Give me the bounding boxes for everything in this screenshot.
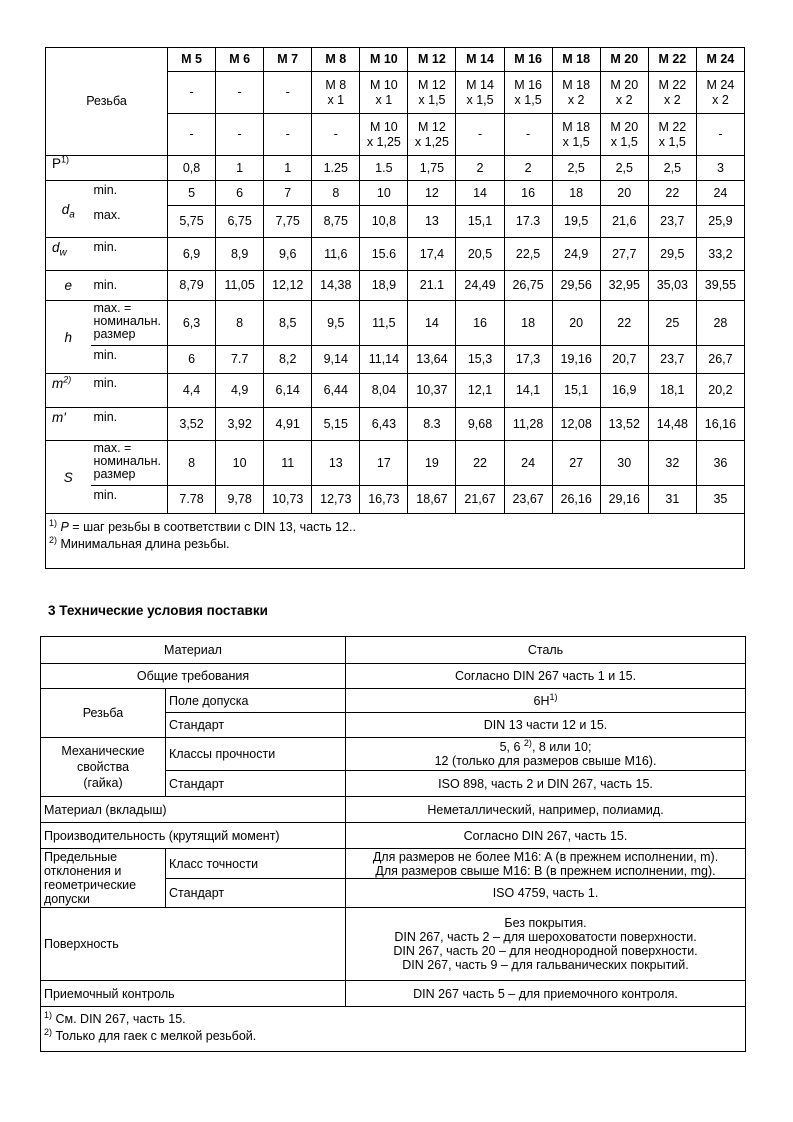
footnotes — [46, 514, 745, 569]
sub-label: max. — [91, 206, 168, 238]
fine-thread-cell: M 12 x 1,25 — [408, 114, 456, 156]
fine-thread-cell: M 20 x 1,5 — [600, 114, 648, 156]
footnote-mark: 2) — [63, 374, 72, 385]
table-row — [41, 738, 746, 771]
value-cell: 18,67 — [408, 486, 456, 514]
value-cell: 22 — [456, 441, 504, 486]
general-label: Общие требования — [41, 664, 346, 689]
tolerances-standard-value: ISO 4759, часть 1. — [346, 879, 746, 908]
thread-tolerance-value: $6H^{1)}$ — [346, 689, 746, 713]
fine-thread-cell: - — [264, 114, 312, 156]
thread-label: Резьба — [46, 48, 168, 156]
mech-label: Механические свойства (гайка) — [41, 738, 166, 797]
value-cell: 14 — [408, 301, 456, 346]
value-cell: 35 — [696, 486, 744, 514]
size-header: M 10 — [360, 48, 408, 72]
value-cell: 25,9 — [696, 206, 744, 238]
value-cell: 36 — [696, 441, 744, 486]
sub-label: min. — [91, 408, 168, 441]
symbol-cell — [46, 408, 91, 441]
sub-label: min. — [91, 271, 168, 301]
value-cell: 13 — [312, 441, 360, 486]
value-cell: 16,73 — [360, 486, 408, 514]
footnote-text: Минимальная длина резьбы. — [57, 537, 230, 551]
fine-thread-cell: - — [168, 72, 216, 114]
footnote-2 — [49, 536, 741, 553]
value-cell: 22,5 — [504, 238, 552, 271]
sub-label: min. — [91, 346, 168, 374]
table-row — [41, 637, 746, 664]
value-cell: 23,67 — [504, 486, 552, 514]
symbol-cell — [46, 374, 91, 408]
value-cell: 22 — [600, 301, 648, 346]
value-cell: 10,8 — [360, 206, 408, 238]
insert-label: Материал (вкладыш) — [41, 797, 346, 823]
symbol: d — [52, 240, 60, 255]
value-cell: 8.3 — [408, 408, 456, 441]
fine-thread-cell: M 22 x 2 — [648, 72, 696, 114]
value-cell: 19 — [408, 441, 456, 486]
table-row — [46, 301, 745, 346]
value-cell: 13 — [408, 206, 456, 238]
value-cell: 8 — [312, 181, 360, 206]
value-cell: 11,28 — [504, 408, 552, 441]
value-cell: 6,44 — [312, 374, 360, 408]
fine-thread-cell: - — [216, 114, 264, 156]
value-cell: 10,73 — [264, 486, 312, 514]
value-cell: 20 — [552, 301, 600, 346]
table-row — [46, 486, 745, 514]
footnote-2: $^{2)}$ Только для гаек с мелкой резьбой. — [44, 1026, 257, 1043]
fine-thread-cell: M 18 x 1,5 — [552, 114, 600, 156]
symbol: m — [52, 376, 64, 391]
value-cell: 3 — [696, 156, 744, 181]
section-heading: 3 Технические условия поставки — [48, 603, 268, 618]
fine-thread-cell: - — [696, 114, 744, 156]
tolerances-class-label: Класс точности — [166, 849, 346, 879]
footnote-mark: 2) — [49, 534, 58, 545]
size-header: M 20 — [600, 48, 648, 72]
value-cell: 4,4 — [168, 374, 216, 408]
value-cell: 10 — [216, 441, 264, 486]
size-header: M 22 — [648, 48, 696, 72]
table-row — [46, 346, 745, 374]
value-cell: 1 — [264, 156, 312, 181]
symbol-cell — [46, 301, 91, 374]
value-cell: 15,3 — [456, 346, 504, 374]
value-cell: 3,92 — [216, 408, 264, 441]
value-cell: 24 — [696, 181, 744, 206]
value-cell: 15,1 — [456, 206, 504, 238]
footnote-text: = шаг резьбы в соответствии с DIN 13, часть 12.. — [68, 520, 356, 534]
value-cell: 5,15 — [312, 408, 360, 441]
value-cell: 14,48 — [648, 408, 696, 441]
value-cell: 27,7 — [600, 238, 648, 271]
value-cell: 18 — [552, 181, 600, 206]
general-value: Согласно DIN 267 часть 1 и 15. — [346, 664, 746, 689]
thread-tolerance-label: Поле допуска — [166, 689, 346, 713]
fine-thread-cell: - — [504, 114, 552, 156]
value-cell: 32,95 — [600, 271, 648, 301]
table-row — [46, 374, 745, 408]
fine-thread-cell: M 8 x 1 — [312, 72, 360, 114]
value-cell: 11,6 — [312, 238, 360, 271]
value-cell: 39,55 — [696, 271, 744, 301]
value-cell: 12,12 — [264, 271, 312, 301]
mech-standard-label: Стандарт — [166, 771, 346, 797]
value-cell: 9,14 — [312, 346, 360, 374]
performance-value: Согласно DIN 267, часть 15. — [346, 823, 746, 849]
value-cell: 9,68 — [456, 408, 504, 441]
size-header: M 16 — [504, 48, 552, 72]
value-cell: 6,43 — [360, 408, 408, 441]
value-cell: 20 — [600, 181, 648, 206]
footnote-mark: 1) — [61, 154, 70, 165]
fine-thread-cell: M 14 x 1,5 — [456, 72, 504, 114]
symbol: e — [64, 278, 72, 293]
table-row — [46, 181, 745, 206]
insert-value: Неметаллический, например, полиамид. — [346, 797, 746, 823]
footnotes-row — [46, 514, 745, 569]
value-cell: 17,4 — [408, 238, 456, 271]
fine-thread-cell: M 24 x 2 — [696, 72, 744, 114]
value-cell: 7,75 — [264, 206, 312, 238]
acceptance-label: Приемочный контроль — [41, 981, 346, 1007]
size-header: M 14 — [456, 48, 504, 72]
value-cell: 20,2 — [696, 374, 744, 408]
fine-thread-cell: - — [216, 72, 264, 114]
value-cell: 6,3 — [168, 301, 216, 346]
value-cell: 8,79 — [168, 271, 216, 301]
table-row — [46, 408, 745, 441]
value-cell: 35,03 — [648, 271, 696, 301]
symbol-cell — [46, 441, 91, 514]
value-cell: 2,5 — [600, 156, 648, 181]
tolerances-label: Предельные отклонения и геометрические допуски — [41, 849, 166, 908]
value-cell: 1 — [216, 156, 264, 181]
value-cell: 1.25 — [312, 156, 360, 181]
footnote-1 — [49, 519, 741, 536]
value-cell: 14,38 — [312, 271, 360, 301]
value-cell: 15.6 — [360, 238, 408, 271]
value-cell: 0,8 — [168, 156, 216, 181]
symbol: P — [57, 520, 69, 534]
value-cell: 10,37 — [408, 374, 456, 408]
value-cell: 13,64 — [408, 346, 456, 374]
value-cell: 6,14 — [264, 374, 312, 408]
value-cell: 26,16 — [552, 486, 600, 514]
tolerances-standard-label: Стандарт — [166, 879, 346, 908]
table-row — [46, 156, 745, 181]
thread-label: Резьба — [41, 689, 166, 738]
value-cell: 10 — [360, 181, 408, 206]
value-cell: 17,3 — [504, 346, 552, 374]
performance-label: Производительность (крутящий момент) — [41, 823, 346, 849]
value-cell: 6,9 — [168, 238, 216, 271]
fine-thread-cell: M 16 x 1,5 — [504, 72, 552, 114]
value-cell: 20,5 — [456, 238, 504, 271]
header-steel: Сталь — [346, 637, 746, 664]
symbol: m' — [52, 410, 66, 425]
symbol: S — [63, 469, 73, 485]
value-cell: 25 — [648, 301, 696, 346]
value-cell: 17.3 — [504, 206, 552, 238]
sub-label: min. — [91, 238, 168, 271]
value-cell: 32 — [648, 441, 696, 486]
value-cell: 18 — [504, 301, 552, 346]
value-cell: 31 — [648, 486, 696, 514]
value-cell: 1.5 — [360, 156, 408, 181]
fine-thread-cell: M 18 x 2 — [552, 72, 600, 114]
value-cell: 29,16 — [600, 486, 648, 514]
table-row — [41, 689, 746, 713]
value-cell: 5 — [168, 181, 216, 206]
thread-standard-label: Стандарт — [166, 713, 346, 738]
mech-class-label: Классы прочности — [166, 738, 346, 771]
symbol-cell — [46, 271, 91, 301]
table-row — [41, 908, 746, 981]
value-cell: 11,5 — [360, 301, 408, 346]
value-cell: 8,2 — [264, 346, 312, 374]
thread-standard-value: DIN 13 части 12 и 15. — [346, 713, 746, 738]
surface-label: Поверхность — [41, 908, 346, 981]
delivery-conditions-table — [40, 636, 746, 1052]
value-cell: 18,9 — [360, 271, 408, 301]
size-header: M 8 — [312, 48, 360, 72]
value-cell: 21,67 — [456, 486, 504, 514]
symbol: h — [64, 329, 72, 345]
value-cell: 26,75 — [504, 271, 552, 301]
value-cell: 24,49 — [456, 271, 504, 301]
table-row — [41, 849, 746, 879]
fine-thread-cell: - — [168, 114, 216, 156]
value-cell: 6 — [216, 181, 264, 206]
value-cell: 14 — [456, 181, 504, 206]
mech-standard-value: ISO 898, часть 2 и DIN 267, часть 15. — [346, 771, 746, 797]
fine-thread-cell: - — [456, 114, 504, 156]
value-cell: 30 — [600, 441, 648, 486]
symbol-subscript: w — [59, 247, 67, 259]
table-row — [46, 271, 745, 301]
value-cell: 2 — [504, 156, 552, 181]
value-cell: 16,9 — [600, 374, 648, 408]
value-cell: 4,9 — [216, 374, 264, 408]
symbol: P — [52, 156, 62, 171]
value-cell: 2 — [456, 156, 504, 181]
mech-class-value: 5, 6 $^{2)}$, 8 или 10; 12 (только для размеров свыше M16). — [346, 738, 746, 771]
header-material: Материал — [41, 637, 346, 664]
value-cell: 2,5 — [552, 156, 600, 181]
value-cell: 12,1 — [456, 374, 504, 408]
fine-thread-cell: - — [264, 72, 312, 114]
sub-label: min. — [91, 374, 168, 408]
footnotes — [41, 1007, 746, 1052]
value-cell: 19,16 — [552, 346, 600, 374]
surface-value: Без покрытия. DIN 267, часть 2 – для шероховатости поверхности. DIN 267, часть 20 – для неоднородной поверхности. DIN 267, часть 9 – для гальванических покрытий. — [346, 908, 746, 981]
value-cell: 11 — [264, 441, 312, 486]
value-cell: 9,5 — [312, 301, 360, 346]
size-header: M 6 — [216, 48, 264, 72]
fine-thread-cell: - — [312, 114, 360, 156]
table-row — [41, 823, 746, 849]
value-cell: 11,14 — [360, 346, 408, 374]
symbol-cell — [46, 238, 91, 271]
value-cell: 4,91 — [264, 408, 312, 441]
value-cell: 12,08 — [552, 408, 600, 441]
value-cell: 21,6 — [600, 206, 648, 238]
table-row — [46, 238, 745, 271]
value-cell: 17 — [360, 441, 408, 486]
value-cell: 28 — [696, 301, 744, 346]
value-cell: 7 — [264, 181, 312, 206]
value-cell: 7.78 — [168, 486, 216, 514]
symbol-subscript: a — [69, 209, 75, 221]
table-row — [41, 981, 746, 1007]
value-cell: 18,1 — [648, 374, 696, 408]
value-cell: 1,75 — [408, 156, 456, 181]
sub-label: max. = номинальн. размер — [91, 301, 168, 346]
sub-label: min. — [91, 181, 168, 206]
value-cell: 29,56 — [552, 271, 600, 301]
value-cell: 8 — [216, 301, 264, 346]
value-cell: 33,2 — [696, 238, 744, 271]
value-cell: 29,5 — [648, 238, 696, 271]
value-cell: 9,78 — [216, 486, 264, 514]
fine-thread-cell: M 20 x 2 — [600, 72, 648, 114]
value-cell: 19,5 — [552, 206, 600, 238]
value-cell: 5,75 — [168, 206, 216, 238]
header-row — [46, 48, 745, 72]
symbol-cell — [46, 156, 168, 181]
value-cell: 26,7 — [696, 346, 744, 374]
size-header: M 7 — [264, 48, 312, 72]
value-cell: 11,05 — [216, 271, 264, 301]
footnotes-row — [41, 1007, 746, 1052]
value-cell: 23,7 — [648, 206, 696, 238]
value-cell: 8,04 — [360, 374, 408, 408]
value-cell: 16 — [504, 181, 552, 206]
acceptance-value: DIN 267 часть 5 – для приемочного контроля. — [346, 981, 746, 1007]
symbol-cell — [46, 181, 91, 238]
footnote-mark: 1) — [49, 517, 58, 528]
tolerances-class-value: Для размеров не более M16: A (в прежнем исполнении, m). Для размеров свыше M16: B (в прежнем исполнении, mg). — [346, 849, 746, 879]
table-row — [46, 441, 745, 486]
value-cell: 22 — [648, 181, 696, 206]
value-cell: 7.7 — [216, 346, 264, 374]
value-cell: 23,7 — [648, 346, 696, 374]
value-cell: 12 — [408, 181, 456, 206]
size-header: M 12 — [408, 48, 456, 72]
fine-thread-cell: M 10 x 1,25 — [360, 114, 408, 156]
table-row — [41, 797, 746, 823]
value-cell: 14,1 — [504, 374, 552, 408]
fine-thread-cell: M 10 x 1 — [360, 72, 408, 114]
value-cell: 9,6 — [264, 238, 312, 271]
value-cell: 13,52 — [600, 408, 648, 441]
value-cell: 6 — [168, 346, 216, 374]
fine-thread-cell: M 12 x 1,5 — [408, 72, 456, 114]
value-cell: 6,75 — [216, 206, 264, 238]
value-cell: 12,73 — [312, 486, 360, 514]
value-cell: 8,5 — [264, 301, 312, 346]
symbol: d — [61, 201, 70, 217]
value-cell: 8 — [168, 441, 216, 486]
value-cell: 27 — [552, 441, 600, 486]
value-cell: 8,9 — [216, 238, 264, 271]
size-header: M 24 — [696, 48, 744, 72]
table-row — [41, 664, 746, 689]
value-cell: 20,7 — [600, 346, 648, 374]
footnote-1: $^{1)}$ См. DIN 267, часть 15. — [44, 1009, 186, 1026]
value-cell: 21.1 — [408, 271, 456, 301]
value-cell: 16 — [456, 301, 504, 346]
value-cell: 2,5 — [648, 156, 696, 181]
value-cell: 3,52 — [168, 408, 216, 441]
fine-thread-cell: M 22 x 1,5 — [648, 114, 696, 156]
table-row — [46, 206, 745, 238]
dimensions-table — [45, 47, 745, 569]
size-header: M 18 — [552, 48, 600, 72]
size-header: M 5 — [168, 48, 216, 72]
value-cell: 8,75 — [312, 206, 360, 238]
sub-label: min. — [91, 486, 168, 514]
value-cell: 24 — [504, 441, 552, 486]
value-cell: 16,16 — [696, 408, 744, 441]
value-cell: 15,1 — [552, 374, 600, 408]
value-cell: 24,9 — [552, 238, 600, 271]
sub-label: max. = номинальн. размер — [91, 441, 168, 486]
